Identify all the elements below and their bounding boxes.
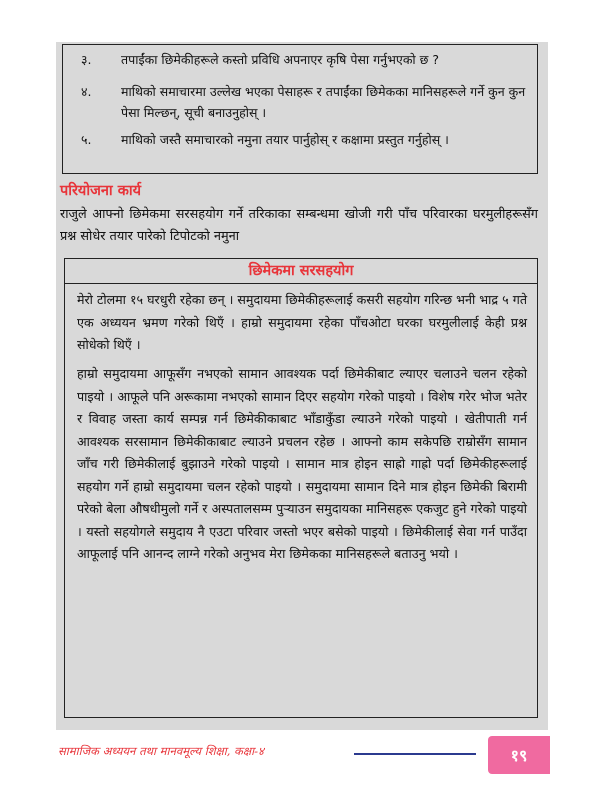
question-item [73,129,533,150]
article-header [65,259,537,283]
title-divider [65,283,537,284]
footer-book-title: सामाजिक अध्ययन तथा मानवमूल्य शिक्षा, कक्षा-४ [58,744,264,758]
question-text: माथिको जस्तै समाचारको नमुना तयार पार्नुहोस् र कक्षामा प्रस्तुत गर्नुहोस् । [121,132,449,147]
footer-rule [354,753,476,755]
question-text: माथिको समाचारमा उल्लेख भएका पेसाहरू र तपाईंका छिमेकका मानिसहरूले गर्ने कुन कुन पेसा मिल्छन्, सूची बनाउनुहोस् । [121,84,526,120]
page-number-badge: १९ [488,736,550,774]
page-footer [56,736,548,776]
article-title: छिमेकमा सरसहयोग [248,263,354,279]
question-text: तपाईंका छिमेकीहरूले कस्तो प्रविधि अपनाएर कृषि पेसा गर्नुभएको छ ? [121,52,439,67]
question-number: ४. [81,84,92,99]
question-number: ५. [81,132,92,147]
article-paragraph: मेरो टोलमा १५ घरधुरी रहेका छन् । समुदायमा छिमेकीहरूलाई कसरी सहयोग गरिन्छ भनी भाद्र ५ गते एक अध्ययन भ्रमण गरेको थिएँ । हाम्रो समुदायमा रहेका पाँचओटा घरका घरमुलीलाई केही प्रश्न सोधेको थिएँ । [77,292,527,352]
question-item [73,49,533,70]
question-item [73,81,533,123]
question-number: ३. [81,52,92,67]
questions-box [62,44,538,174]
article-paragraph: हाम्रो समुदायमा आफूसँग नभएको सामान आवश्यक पर्दा छिमेकीबाट ल्याएर चलाउने चलन रहेको पाइयो । आफूले पनि अरूकामा नभएको सामान दिएर सहयोग गरेको पाइयो । विशेष गरेर भोज भतेर र विवाह जस्ता कार्य सम्पन्न गर्न छिमेकीकाबाट भाँडाकुँडा ल्याउने गरेको पाइयो । खेतीपाती गर्न आवश्यक सरसामान छिमेकीकाबाट ल्याउने प्रचलन रहेछ । आफ्नो काम सकेपछि राम्रोसँग सामान जाँच गरी छिमेकीलाई बुझाउने गरेको पाइयो । सामान मात्र होइन साह्रो गाह्रो पर्दा छिमेकीहरूलाई सहयोग गर्ने हाम्रो समुदायमा चलन रहेको पाइयो । समुदायमा सामान दिने मात्र होइन छिमेकी बिरामी परेको बेला औषधीमुलो गर्ने र अस्पतालसम्म पुऱ्याउन समुदायका मानिसहरू एकजुट हुने गरेको पाइयो । यस्तो सहयोगले समुदाय नै एउटा परिवार जस्तो भएर बसेको पाइयो । छिमेकीलाई सेवा गर्न पाउँदा आफूलाई पनि आनन्द लाग्ने गरेको अनुभव मेरा छिमेकका मानिसहरूले बताउनु भयो । [77,366,527,561]
section-intro: राजुले आफ्नो छिमेकमा सरसहयोग गर्ने तरिकाका सम्बन्धमा खोजी गरी पाँच परिवारका घरमुलीहरूसँग प्रश्न सोधेर तयार पारेको टिपोटको नमुना [60,207,538,244]
section-title: परियोजना कार्य [60,183,141,199]
article-box [64,258,538,718]
